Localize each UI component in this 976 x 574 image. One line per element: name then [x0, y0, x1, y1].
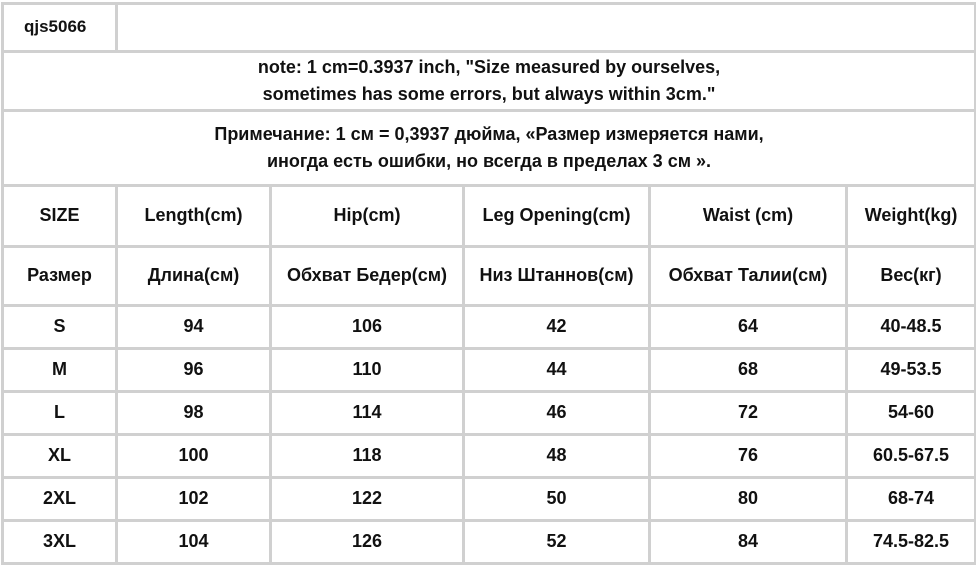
header-length: Length(cm) — [117, 186, 271, 247]
header-waist-ru: Обхват Талии(см) — [650, 247, 847, 306]
table-row — [3, 306, 976, 349]
note-english-row — [3, 52, 976, 111]
header-size: SIZE — [3, 186, 117, 247]
product-code-blank — [117, 4, 976, 52]
product-code: qjs5066 — [3, 4, 117, 52]
cell-waist: 76 — [650, 435, 847, 478]
header-leg-opening: Leg Opening(cm) — [464, 186, 650, 247]
note-english — [3, 52, 976, 111]
cell-hip: 114 — [271, 392, 464, 435]
cell-weight: 54-60 — [847, 392, 976, 435]
header-waist: Waist (cm) — [650, 186, 847, 247]
cell-size: M — [3, 349, 117, 392]
cell-size: 3XL — [3, 521, 117, 564]
cell-leg-opening: 42 — [464, 306, 650, 349]
cell-weight: 49-53.5 — [847, 349, 976, 392]
table-row — [3, 392, 976, 435]
cell-weight: 40-48.5 — [847, 306, 976, 349]
cell-leg-opening: 50 — [464, 478, 650, 521]
cell-hip: 122 — [271, 478, 464, 521]
cell-size: 2XL — [3, 478, 117, 521]
note-russian-row — [3, 111, 976, 186]
cell-leg-opening: 44 — [464, 349, 650, 392]
cell-waist: 72 — [650, 392, 847, 435]
cell-hip: 110 — [271, 349, 464, 392]
cell-weight: 74.5-82.5 — [847, 521, 976, 564]
cell-leg-opening: 46 — [464, 392, 650, 435]
cell-length: 96 — [117, 349, 271, 392]
note-english-line-2: sometimes has some errors, but always within 3cm." — [262, 84, 716, 104]
header-size-ru: Размер — [3, 247, 117, 306]
cell-weight: 68-74 — [847, 478, 976, 521]
cell-length: 104 — [117, 521, 271, 564]
header-row-english — [3, 186, 976, 247]
header-hip-ru: Обхват Бедер(см) — [271, 247, 464, 306]
size-table — [1, 2, 976, 565]
note-russian-line-1: Примечание: 1 см = 0,3937 дюйма, «Размер измеряется нами, — [214, 124, 764, 144]
header-weight-ru: Вес(кг) — [847, 247, 976, 306]
cell-leg-opening: 52 — [464, 521, 650, 564]
table-row — [3, 478, 976, 521]
cell-size: S — [3, 306, 117, 349]
header-hip: Hip(cm) — [271, 186, 464, 247]
cell-size: L — [3, 392, 117, 435]
header-length-ru: Длина(см) — [117, 247, 271, 306]
cell-leg-opening: 48 — [464, 435, 650, 478]
cell-hip: 126 — [271, 521, 464, 564]
table-row — [3, 521, 976, 564]
cell-length: 102 — [117, 478, 271, 521]
cell-waist: 68 — [650, 349, 847, 392]
header-row-russian — [3, 247, 976, 306]
cell-hip: 118 — [271, 435, 464, 478]
cell-length: 98 — [117, 392, 271, 435]
product-code-row — [3, 4, 976, 52]
note-russian — [3, 111, 976, 186]
note-english-line-1: note: 1 cm=0.3937 inch, "Size measured by ourselves, — [257, 57, 721, 77]
cell-waist: 80 — [650, 478, 847, 521]
cell-hip: 106 — [271, 306, 464, 349]
cell-weight: 60.5-67.5 — [847, 435, 976, 478]
cell-length: 100 — [117, 435, 271, 478]
cell-waist: 64 — [650, 306, 847, 349]
header-weight: Weight(kg) — [847, 186, 976, 247]
note-russian-line-2: иногда есть ошибки, но всегда в пределах 3 см ». — [266, 151, 712, 171]
header-leg-opening-ru: Низ Штаннов(см) — [464, 247, 650, 306]
cell-size: XL — [3, 435, 117, 478]
table-row — [3, 349, 976, 392]
table-row — [3, 435, 976, 478]
cell-length: 94 — [117, 306, 271, 349]
cell-waist: 84 — [650, 521, 847, 564]
